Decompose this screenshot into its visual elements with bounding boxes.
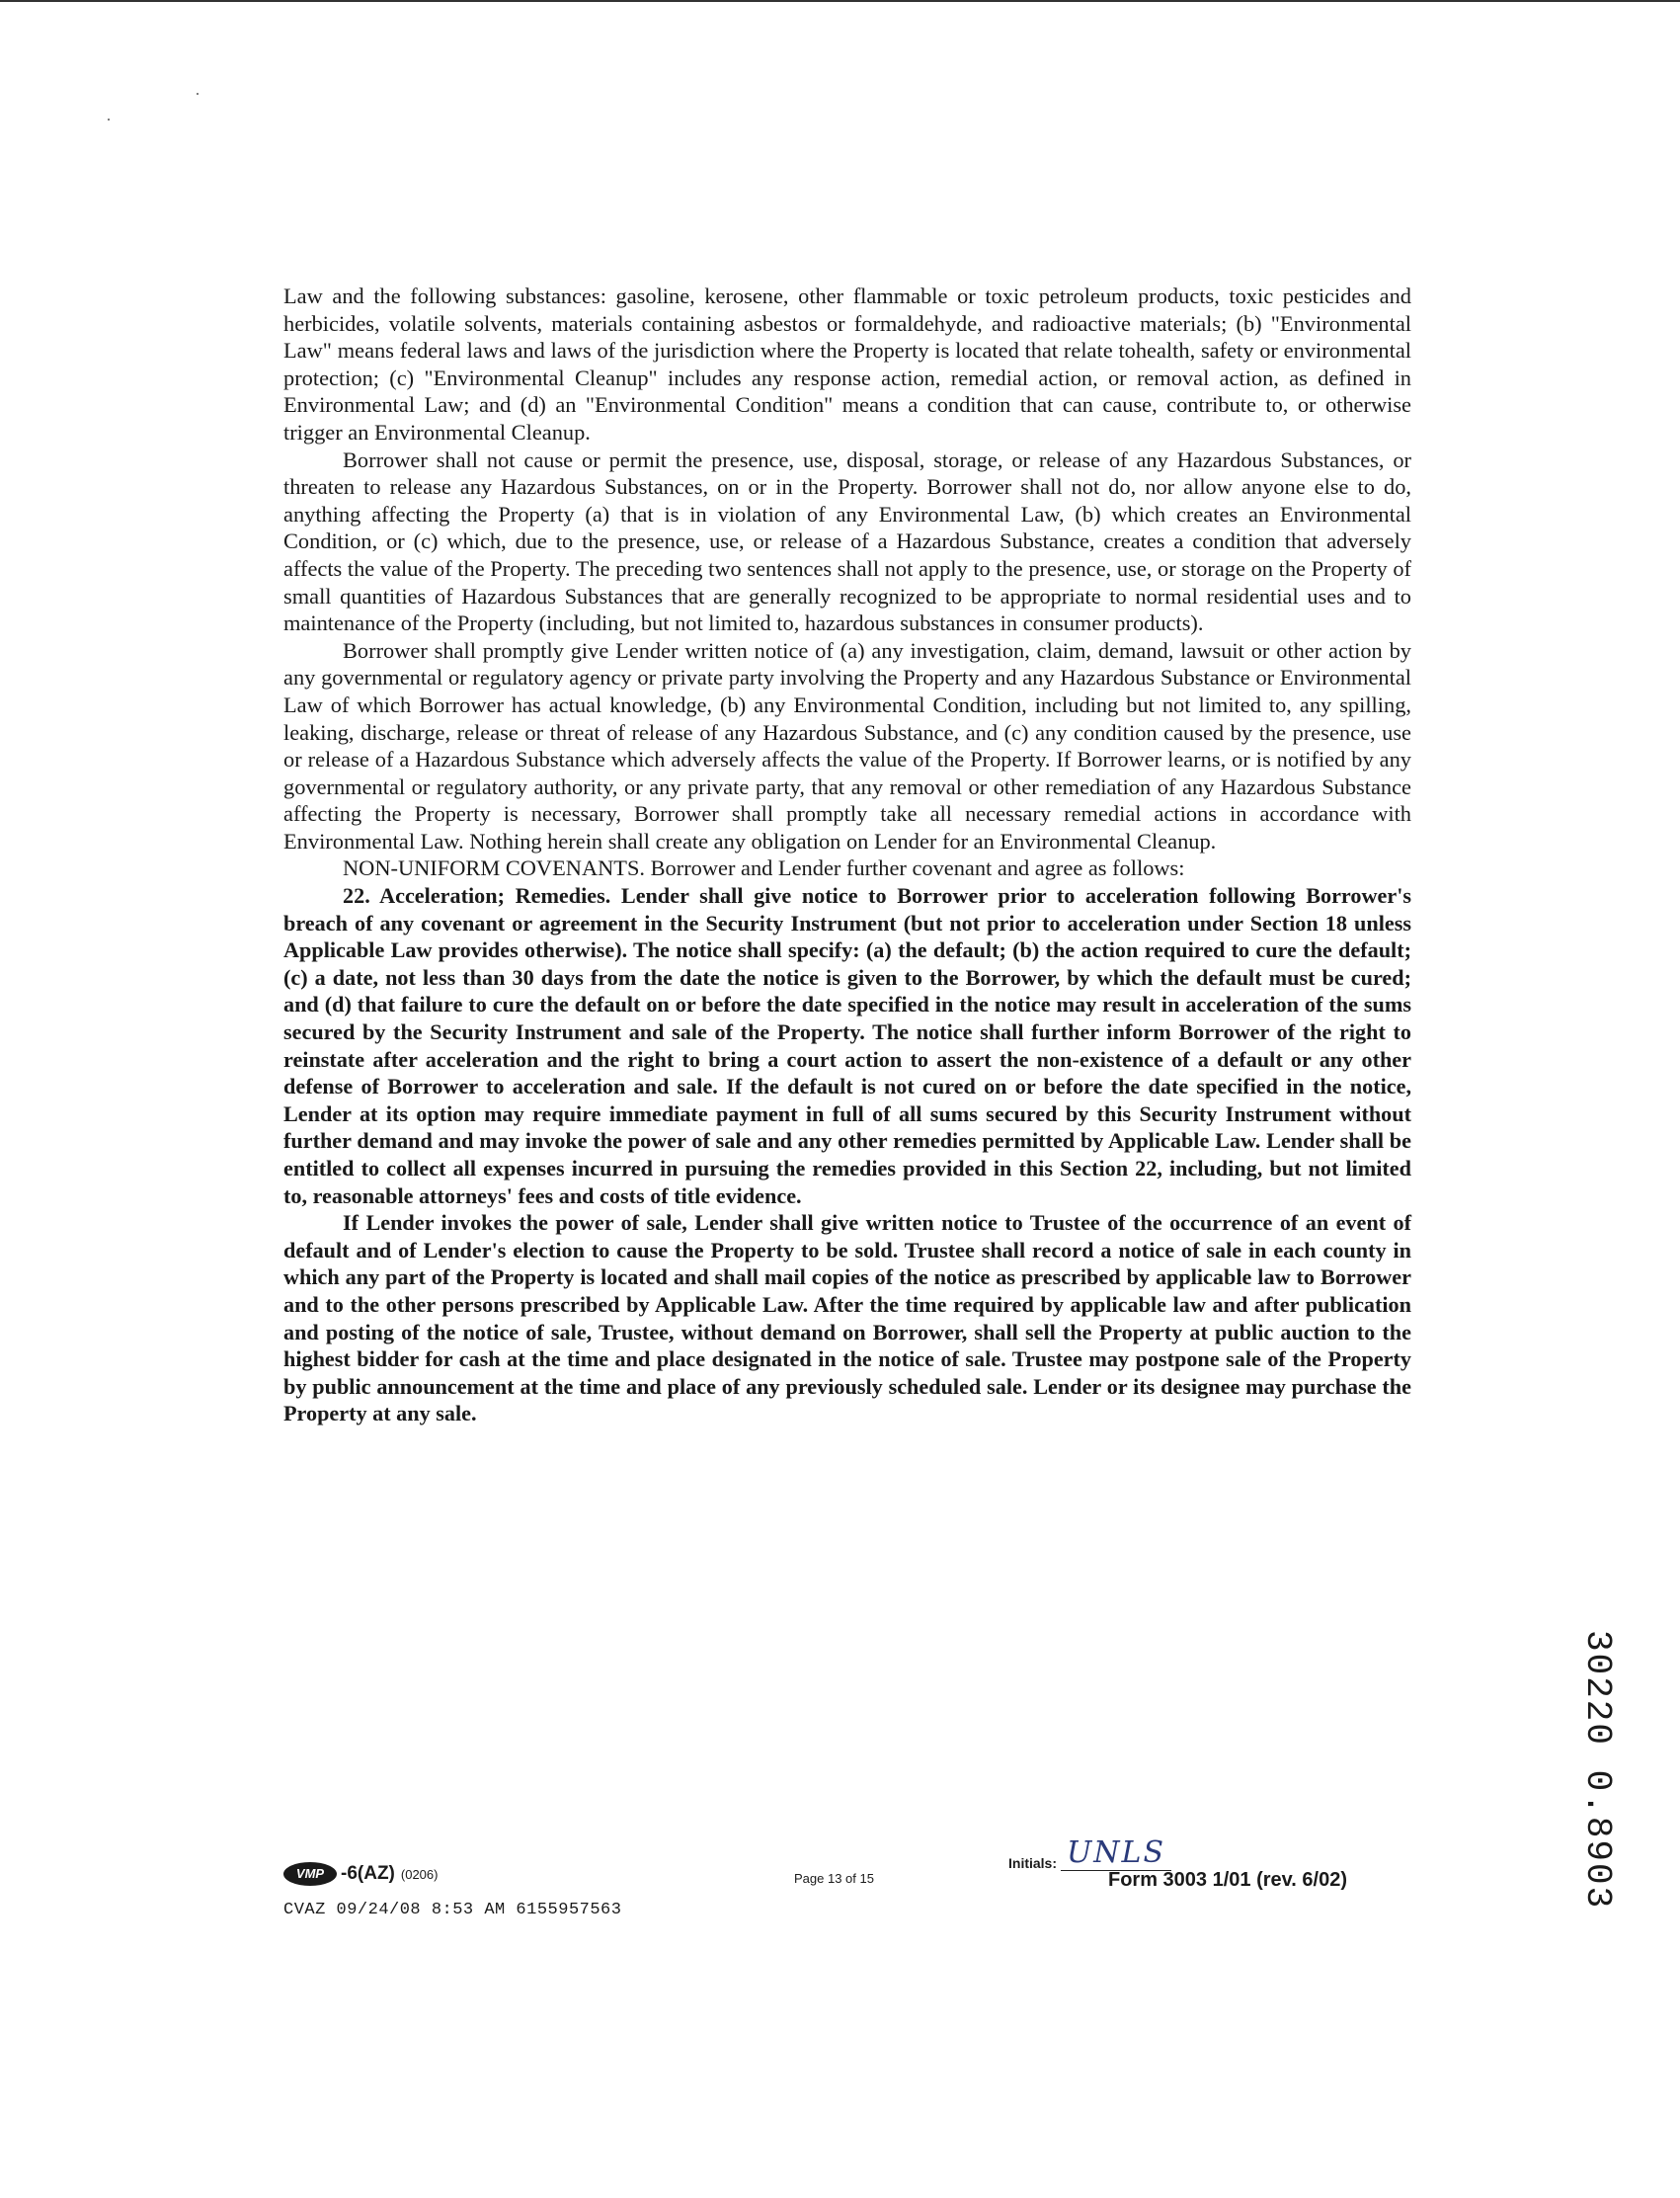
paragraph-power-of-sale: If Lender invokes the power of sale, Lender shall give written notice to Trustee of the occurrence of an event of default and of Lender's election to cause the Property to be sold. Trustee shall record a notice of sale in each county in which any part of the Property is located and shall mail copies of the notice as prescribed by applicable law to Borrower and to the other persons prescribed by Applicable Law. After the time required by applicable law and after publication and posting of the notice of sale, Trustee, without demand on Borrower, shall sell the Property at public auction to the highest bidder for cash at the time and place designated in the notice of sale. Trustee may postpone sale of the Property by public announcement at the time and place of any previously scheduled sale. Lender or its designee may purchase the Property at any sale. [283,1210,1411,1426]
vmp-logo: VMP [283,1862,337,1886]
paragraph-definitions: Law and the following substances: gasoline, kerosene, other flammable or toxic petroleum products, toxic pesticides and herbicides, volatile solvents, materials containing asbestos or formaldehyde, and radioactive materials; (b) "Environmental Law" means federal laws and laws of the jurisdiction where the Property is located that relate tohealth, safety or environmental protection; (c) "Environmental Cleanup" includes any response action, remedial action, or removal action, as defined in Environmental Law; and (d) an "Environmental Condition" means a condition that can cause, contribute to, or otherwise trigger an Environmental Cleanup. [283,284,1411,445]
paragraph-borrower-notice: Borrower shall promptly give Lender written notice of (a) any investigation, claim, demand, lawsuit or other action by any governmental or regulatory agency or private party involving the Property and any Hazardous Substance or Environmental Law of which Borrower has actual knowledge, (b) any Environmental Condition, including but not limited to, any spilling, leaking, discharge, release or threat of release of any Hazardous Substance, and (c) any condition caused by the presence, use or release of a Hazardous Substance which adversely affects the value of the Property. If Borrower learns, or is notified by any governmental or regulatory authority, or any private party, that any removal or other remediation of any Hazardous Substance affecting the Property is necessary, Borrower shall promptly take all necessary remedial actions in accordance with Environmental Law. Nothing herein shall create any obligation on Lender for an Environmental Cleanup. [283,637,1411,854]
form-number: Form 3003 1/01 (rev. 6/02) [1108,1869,1347,1891]
initials-block [1008,1835,1171,1871]
scan-speck [197,93,199,95]
form-logo-group [283,1862,438,1886]
paragraph-non-uniform-covenants: NON-UNIFORM COVENANTS. Borrower and Lender further covenant and agree as follows: [343,855,1185,881]
paragraph-acceleration-remedies: 22. Acceleration; Remedies. Lender shall give notice to Borrower prior to acceleration following Borrower's breach of any covenant or agreement in the Security Instrument (but not prior to acceleration under Section 18 unless Applicable Law provides otherwise). The notice shall specify: (a) the default; (b) the action required to cure the default; (c) a date, not less than 30 days from the date the notice is given to the Borrower, by which the default must be cured; and (d) that failure to cure the default on or before the date specified in the notice may result in acceleration of the sums secured by the Security Instrument and sale of the Property. The notice shall further inform Borrower of the right to reinstate after acceleration and the right to bring a court action to assert the non-existence of a default or any other defense of Borrower to acceleration and sale. If the default is not cured on or before the date specified in the notice, Lender at its option may require immediate payment in full of all sums secured by this Security Instrument without further demand and may invoke the power of sale and any other remedies permitted by Applicable Law. Lender shall be entitled to collect all expenses incurred in pursuing the remedies provided in this Section 22, including, but not limited to, reasonable attorneys' fees and costs of title evidence. [283,883,1411,1208]
document-body [283,283,1411,1427]
initials-label: Initials: [1008,1855,1058,1871]
paragraph-borrower-restrictions: Borrower shall not cause or permit the presence, use, disposal, storage, or release of any Hazardous Substances, or threaten to release any Hazardous Substances, on or in the Property. Borrower shall not do, nor allow anyone else to do, anything affecting the Property (a) that is in violation of any Environmental Law, (b) which creates an Environmental Condition, or (c) which, due to the presence, use, or release of a Hazardous Substance, creates a condition that adversely affects the value of the Property. The preceding two sentences shall not apply to the presence, use, or storage on the Property of small quantities of Hazardous Substances that are generally recognized to be appropriate to normal residential uses and to maintenance of the Property (including, but not limited to, hazardous substances in consumer products). [283,447,1411,636]
scan-speck [108,119,110,121]
fax-stamp: CVAZ 09/24/08 8:53 AM 6155957563 [283,1901,622,1919]
form-revision: (0206) [400,1866,439,1882]
section-22 [283,882,1411,1427]
page-number: Page 13 of 15 [794,1871,874,1886]
initials-signature: UNLS [1061,1835,1171,1871]
form-code: -6(AZ) [341,1863,395,1884]
top-scan-rule [0,0,1680,2]
margin-document-number: 30220 0.8903 [1577,1630,1618,1911]
